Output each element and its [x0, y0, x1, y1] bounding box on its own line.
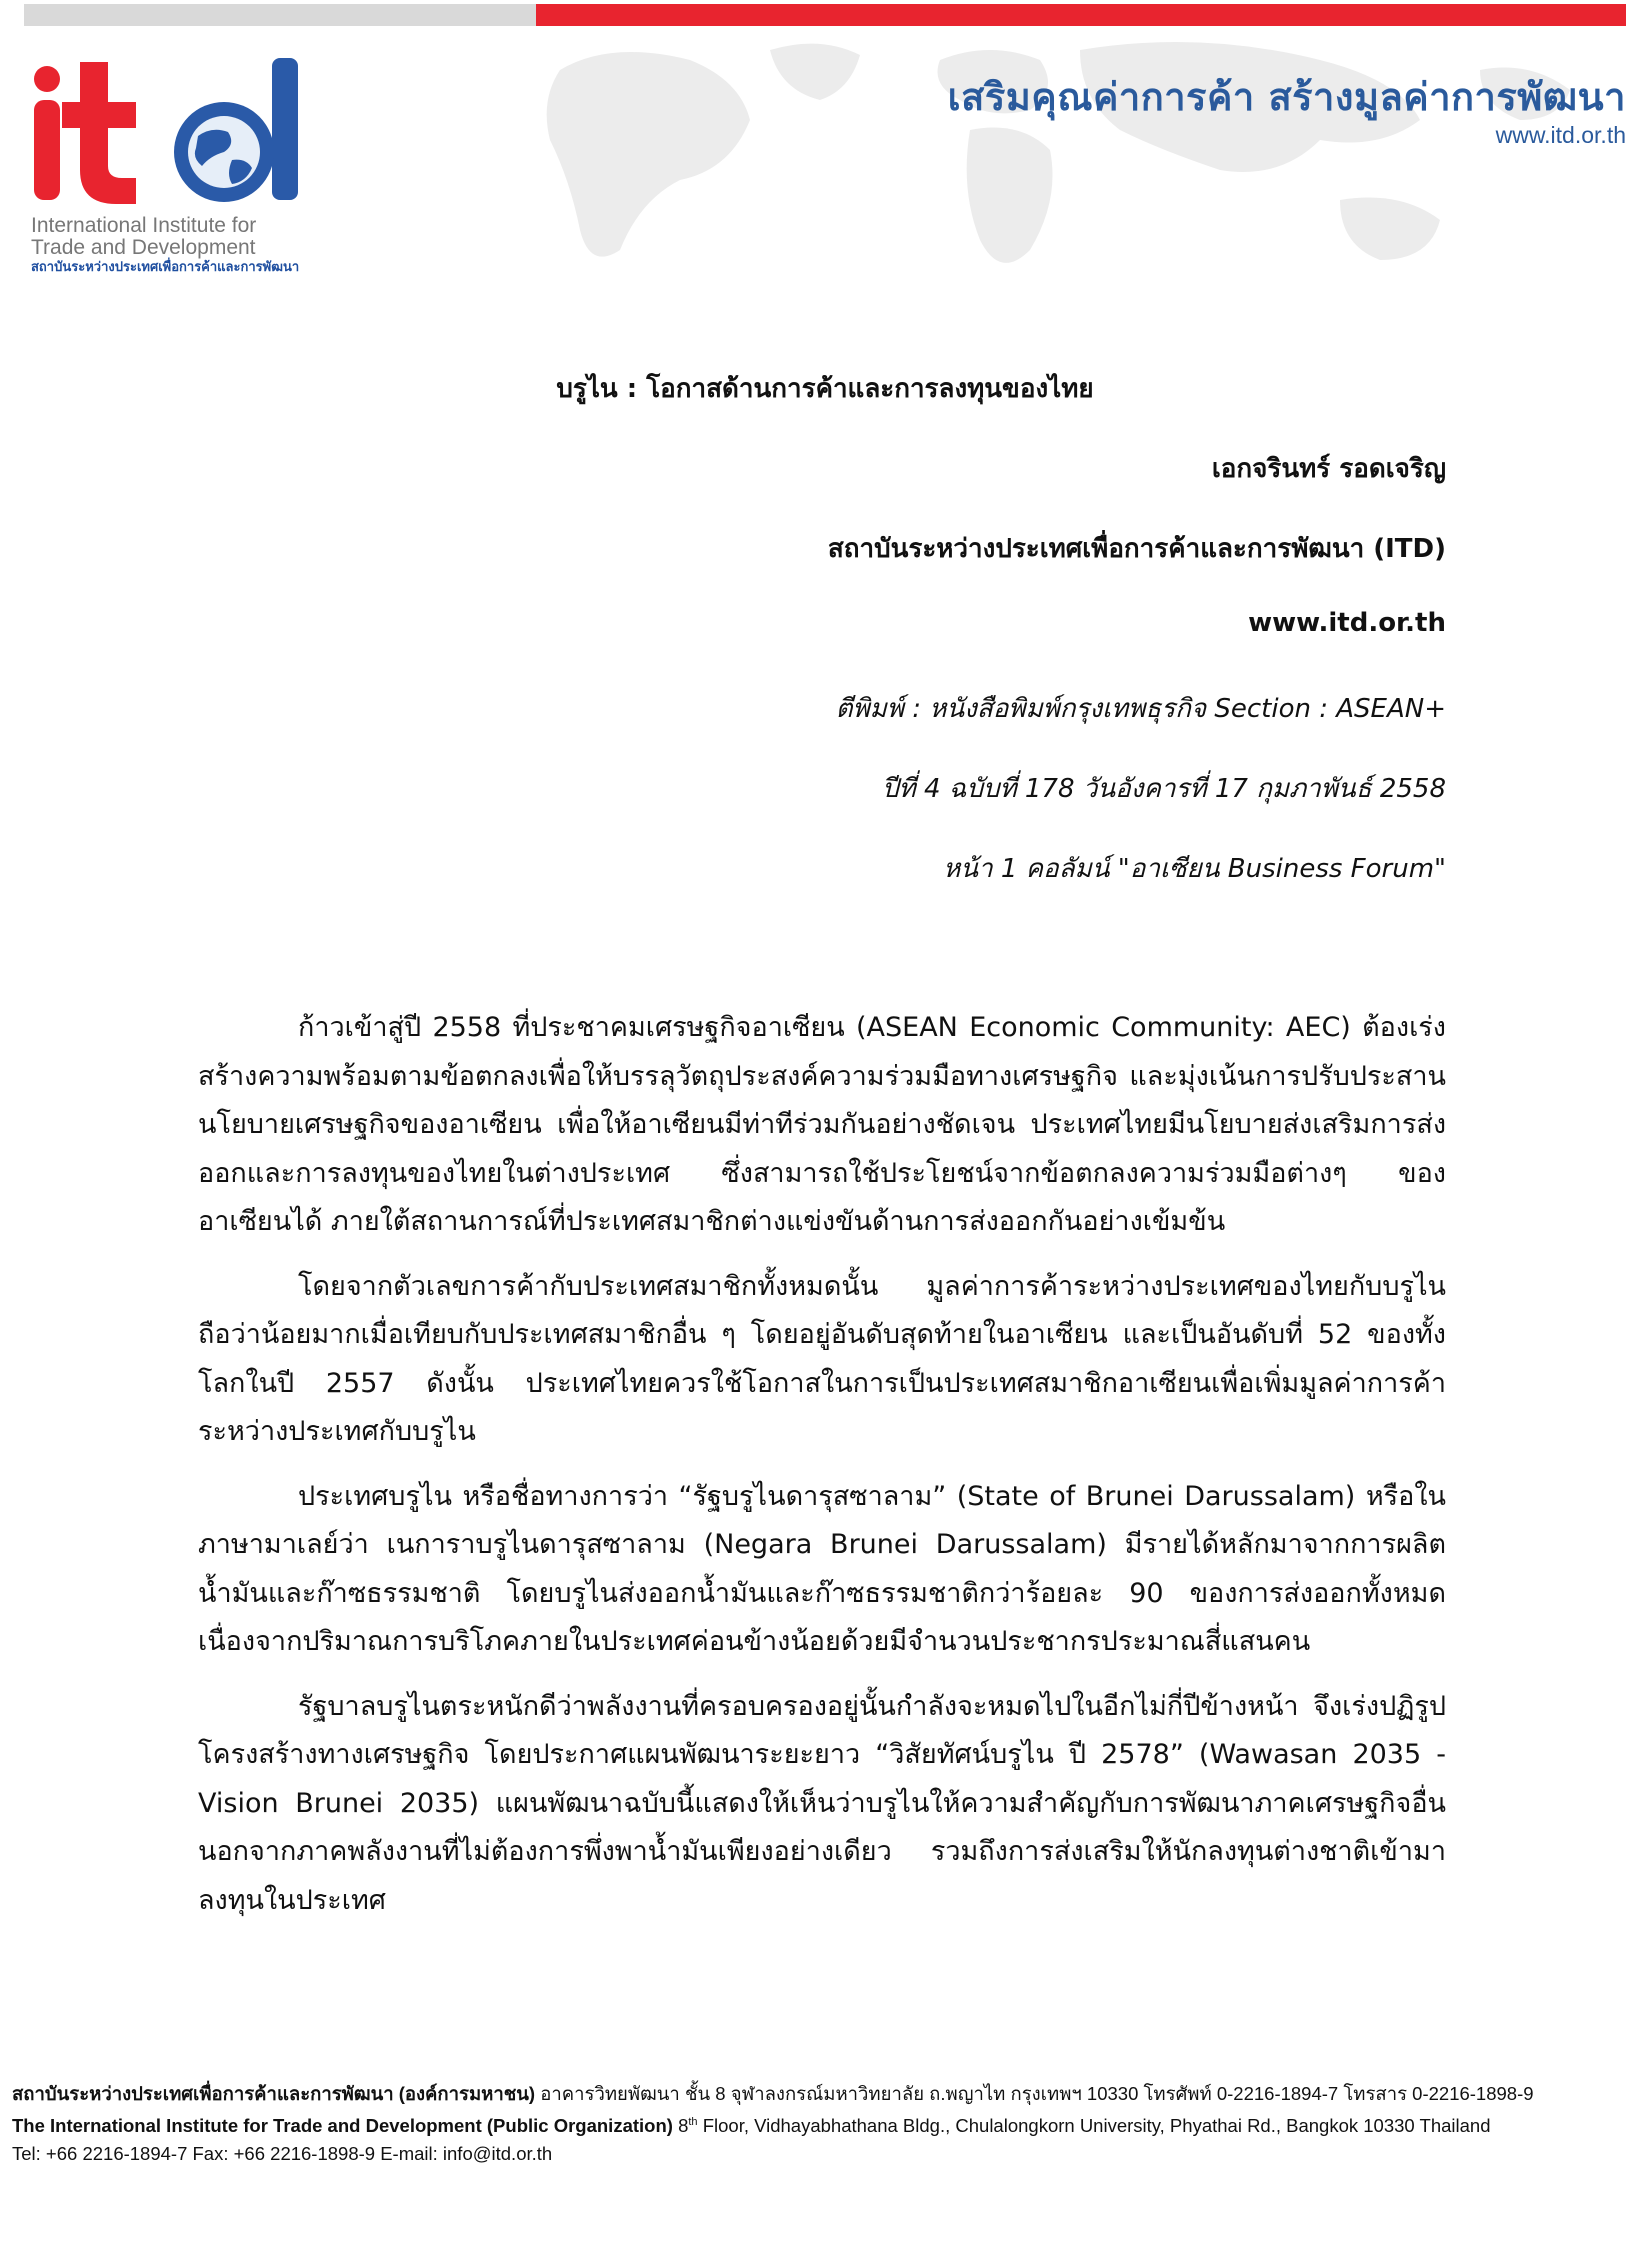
publication-issue: ปีที่ 4 ฉบับที่ 178 วันอังคารที่ 17 กุมภาพันธ์ 2558 [882, 774, 1446, 804]
article-body [198, 1004, 1446, 1941]
article-institute: สถาบันระหว่างประเทศเพื่อการค้าและการพัฒนา (ITD) [827, 534, 1446, 564]
footer-contact: Tel: +66 2216-1894-7 Fax: +66 2216-1898-9 E-mail: info@itd.or.th [12, 2143, 553, 2165]
article-title: บรูไน : โอกาสด้านการค้าและการลงทุนของไทย [556, 374, 1094, 404]
header-slogan: เสริมคุณค่าการค้า สร้างมูลค่าการพัฒนา [947, 75, 1626, 119]
header-website-link[interactable]: www.itd.or.th [1495, 122, 1626, 148]
article-author: เอกจรินทร์ รอดเจริญ [1211, 454, 1446, 484]
paragraph-3: ประเทศบรูไน หรือชื่อทางการว่า “รัฐบรูไนดารุสซาลาม” (State of Brunei Darussalam) หรือในภาษามาเลย์ว่า เนการาบรูไนดารุสซาลาม (Negara Brunei Darussalam) มีรายได้หลักมาจากการผลิตน้ำมันและก๊าซธรรมชาติ โดยบรูไนส่งออกน้ำมันและก๊าซธรรมชาติกว่าร้อยละ 90 ของการส่งออกทั้งหมด เนื่องจากปริมาณการบริโภคภายในประเทศค่อนข้างน้อยด้วยมีจำนวนประชากรประมาณสี่แสนคน [198, 1480, 1446, 1657]
itd-logo [28, 52, 308, 282]
page-footer [12, 2080, 1637, 2168]
logo-line-3: สถาบันระหว่างประเทศเพื่อการค้าและการพัฒนา [31, 259, 300, 274]
itd-logo-mark [28, 52, 308, 212]
footer-address-thai: อาคารวิทยพัฒนา ชั้น 8 จุฬาลงกรณ์มหาวิทยาลัย ถ.พญาไท กรุงเทพฯ 10330 โทรศัพท์ 0-2216-1894-7 โทรสาร 0-2216-1898-9 [535, 2083, 1534, 2104]
footer-org-english: The International Institute for Trade and Development (Public Organization) [12, 2115, 673, 2137]
logo-line-1: International Institute for [31, 214, 257, 237]
footer-floor-number: 8 [672, 2115, 689, 2137]
article-website-link[interactable]: www.itd.or.th [1248, 608, 1446, 638]
logo-line-2: Trade and Development [31, 236, 256, 259]
footer-floor-suffix: th [688, 2116, 698, 2128]
header-bar-red [536, 4, 1626, 26]
paragraph-4: รัฐบาลบรูไนตระหนักดีว่าพลังงานที่ครอบครองอยู่นั้นกำลังจะหมดไปในอีกไม่กี่ปีข้างหน้า จึงเร่งปฏิรูปโครงสร้างทางเศรษฐกิจ โดยประกาศแผนพัฒนาระยะยาว “วิสัยทัศน์บรูไน ปี 2578” (Wawasan 2035 - Vision Brunei 2035) แผนพัฒนาฉบับนี้แสดงให้เห็นว่าบรูไนให้ความสำคัญกับการพัฒนาภาคเศรษฐกิจอื่นนอกจากภาคพลังงานที่ไม่ต้องการพึ่งพาน้ำมันเพียงอย่างเดียว รวมถึงการส่งเสริมให้นักลงทุนต่างชาติเข้ามาลงทุนในประเทศ [198, 1690, 1447, 1916]
header-bar-gray [24, 4, 536, 26]
footer-address-english: Floor, Vidhayabhathana Bldg., Chulalongkorn University, Phyathai Rd., Bangkok 10330 Thailand [697, 2115, 1491, 2137]
publication-column: หน้า 1 คอลัมน์ "อาเซียน Business Forum" [943, 854, 1446, 884]
footer-line-thai [12, 2080, 1637, 2108]
paragraph-2: โดยจากตัวเลขการค้ากับประเทศสมาชิกทั้งหมดนั้น มูลค่าการค้าระหว่างประเทศของไทยกับบรูไนถือว่าน้อยมากเมื่อเทียบกับประเทศสมาชิกอื่น ๆ โดยอยู่อันดับสุดท้ายในอาเซียน และเป็นอันดับที่ 52 ของทั้งโลกในปี 2557 ดังนั้น ประเทศไทยควรใช้โอกาสในการเป็นประเทศสมาชิกอาเซียนเพื่อเพิ่มมูลค่าการค้าระหว่างประเทศกับบรูไน [198, 1270, 1446, 1447]
footer-org-thai: สถาบันระหว่างประเทศเพื่อการค้าและการพัฒนา (องค์การมหาชน) [12, 2083, 536, 2104]
publication-source: ตีพิมพ์ : หนังสือพิมพ์กรุงเทพธุรกิจ Section : ASEAN+ [835, 694, 1446, 724]
paragraph-1: ก้าวเข้าสู่ปี 2558 ที่ประชาคมเศรษฐกิจอาเซียน (ASEAN Economic Community: AEC) ต้องเร่งสร้างความพร้อมตามข้อตกลงเพื่อให้บรรลุวัตถุประสงค์ความร่วมมือทางเศรษฐกิจ และมุ่งเน้นการปรับประสานนโยบายเศรษฐกิจของอาเซียน เพื่อให้อาเซียนมีท่าทีร่วมกันอย่างชัดเจน ประเทศไทยมีนโยบายส่งเสริมการส่งออกและการลงทุนของไทยในต่างประเทศ ซึ่งสามารถใช้ประโยชน์จากข้อตกลงความร่วมมือต่างๆ ของอาเซียนได้ ภายใต้สถานการณ์ที่ประเทศสมาชิกต่างแข่งขันด้านการส่งออกกันอย่างเข้มข้น [198, 1012, 1446, 1237]
footer-line-english [12, 2108, 1637, 2140]
